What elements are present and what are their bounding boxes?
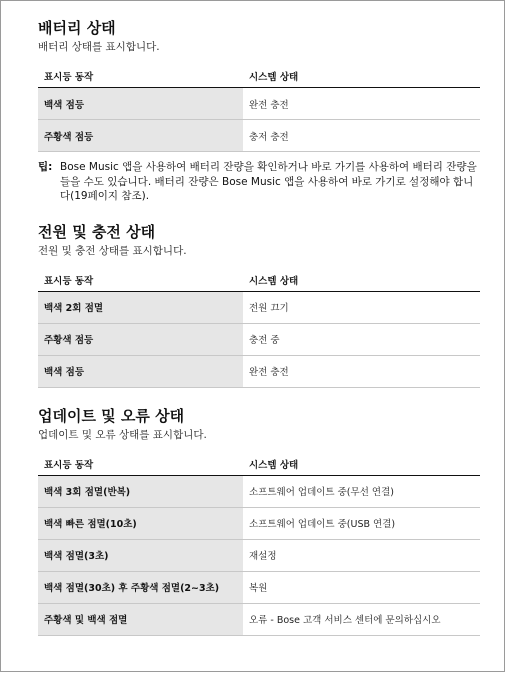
indicator-behavior-cell: 백색 2회 점멸 xyxy=(38,291,243,323)
system-state-cell: 오류 - Bose 고객 서비스 센터에 문의하십시오 xyxy=(243,603,480,635)
update-status-table xyxy=(38,453,480,636)
system-state-cell: 전원 끄기 xyxy=(243,291,480,323)
battery-status-table xyxy=(38,65,480,152)
table-row xyxy=(38,603,480,635)
tip-note xyxy=(38,160,480,204)
column-header-system-state: 시스템 상태 xyxy=(243,453,480,476)
power-section-title: 전원 및 충전 상태 xyxy=(38,222,156,241)
column-header-indicator: 표시등 동작 xyxy=(38,65,243,88)
table-row xyxy=(38,88,480,120)
table-header-row xyxy=(38,269,480,292)
system-state-cell: 소프트웨어 업데이트 중(무선 연결) xyxy=(243,475,480,507)
indicator-behavior-cell: 백색 3회 점멸(반복) xyxy=(38,475,243,507)
table-row xyxy=(38,539,480,571)
power-section-description: 전원 및 충전 상태를 표시합니다. xyxy=(38,244,187,257)
indicator-behavior-cell: 백색 점멸(3초) xyxy=(38,539,243,571)
indicator-behavior-cell: 주황색 및 백색 점멸 xyxy=(38,603,243,635)
indicator-behavior-cell: 백색 점멸(30초) 후 주황색 점멸(2~3초) xyxy=(38,571,243,603)
system-state-cell: 복원 xyxy=(243,571,480,603)
indicator-behavior-cell: 백색 빠른 점멸(10초) xyxy=(38,507,243,539)
table-row xyxy=(38,120,480,152)
table-row xyxy=(38,355,480,387)
battery-section-description: 배터리 상태를 표시합니다. xyxy=(38,41,160,53)
column-header-system-state: 시스템 상태 xyxy=(243,269,480,292)
page-content xyxy=(38,17,480,636)
battery-section-title: 배터리 상태 xyxy=(38,19,116,37)
table-row xyxy=(38,291,480,323)
system-state-cell: 충전 중 xyxy=(243,323,480,355)
column-header-system-state: 시스템 상태 xyxy=(243,65,480,88)
system-state-cell: 재설정 xyxy=(243,539,480,571)
table-row xyxy=(38,475,480,507)
indicator-behavior-cell: 주황색 점등 xyxy=(38,323,243,355)
column-header-indicator: 표시등 동작 xyxy=(38,453,243,476)
system-state-cell: 완전 충전 xyxy=(243,355,480,387)
update-section-title: 업데이트 및 오류 상태 xyxy=(38,406,185,425)
update-section-description: 업데이트 및 오류 상태를 표시합니다. xyxy=(38,428,207,441)
table-row xyxy=(38,323,480,355)
table-header-row xyxy=(38,453,480,476)
system-state-cell: 충저 충전 xyxy=(243,120,480,152)
system-state-cell: 완전 충전 xyxy=(243,88,480,120)
indicator-behavior-cell: 백색 점등 xyxy=(38,355,243,387)
system-state-cell: 소프트웨어 업데이트 중(USB 연결) xyxy=(243,507,480,539)
tip-label: 팁: xyxy=(38,161,53,173)
column-header-indicator: 표시등 동작 xyxy=(38,269,243,292)
table-row xyxy=(38,507,480,539)
tip-text: Bose Music 앱을 사용하여 배터리 잔량을 확인하거나 바로 가기를 사용하여 배터리 잔량을 들을 수도 있습니다. 배터리 잔량은 Bose Music 앱을 사용하여 바로 가기로 설정해야 합니다(19페이지 참조). xyxy=(60,161,477,202)
table-header-row xyxy=(38,65,480,88)
indicator-behavior-cell: 주황색 점등 xyxy=(38,120,243,152)
table-row xyxy=(38,571,480,603)
indicator-behavior-cell: 백색 점등 xyxy=(38,88,243,120)
power-status-table xyxy=(38,269,480,388)
